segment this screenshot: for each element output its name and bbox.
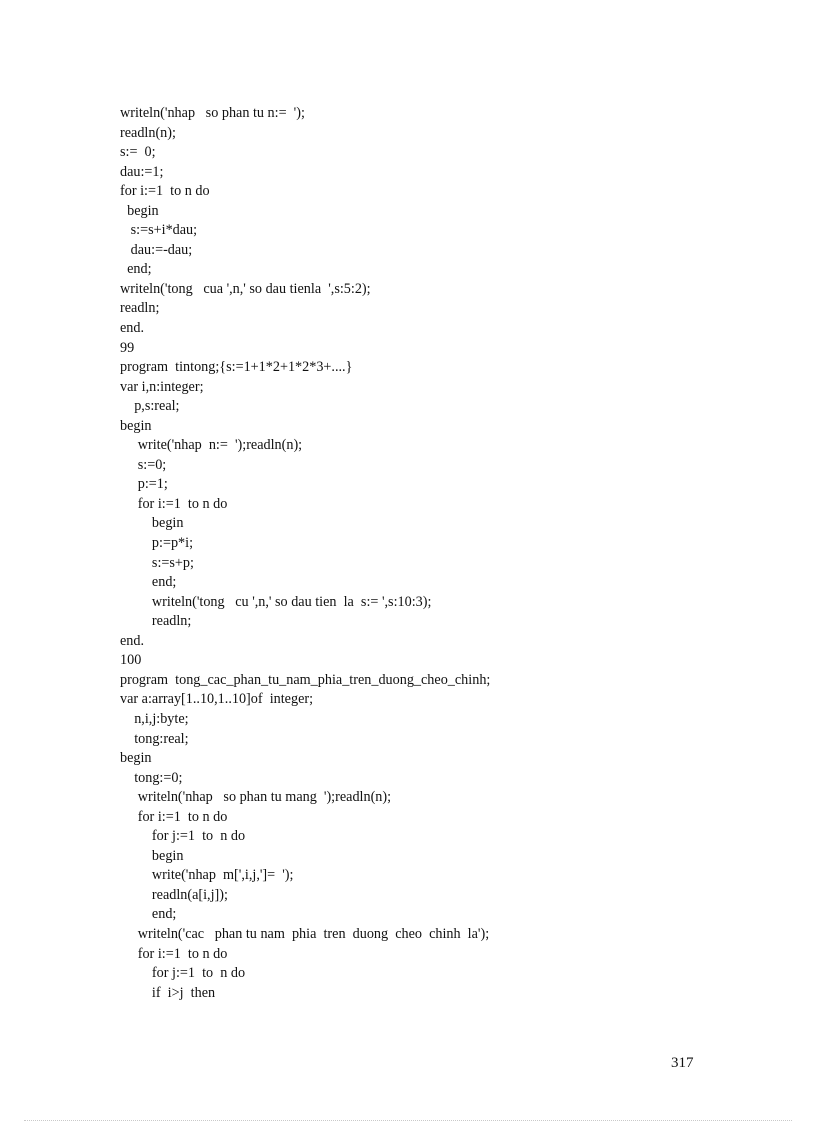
code-line: program tong_cac_phan_tu_nam_phia_tren_duong_cheo_chinh; bbox=[120, 671, 491, 688]
code-line: readln; bbox=[120, 613, 192, 630]
code-line: readln(n); bbox=[120, 124, 176, 141]
code-line: for j:=1 to n do bbox=[120, 828, 246, 845]
code-line: var i,n:integer; bbox=[120, 378, 204, 395]
code-line: writeln('nhap so phan tu n:= '); bbox=[120, 105, 305, 121]
code-line: for j:=1 to n do bbox=[120, 965, 246, 982]
code-line: s:=0; bbox=[120, 456, 167, 473]
code-line: for i:=1 to n do bbox=[120, 808, 228, 825]
section-number: 100 bbox=[120, 652, 142, 669]
code-line: dau:=-dau; bbox=[120, 241, 193, 258]
code-line: for i:=1 to n do bbox=[120, 183, 210, 200]
code-line: end; bbox=[120, 261, 152, 278]
code-line: n,i,j:byte; bbox=[120, 710, 189, 727]
code-line: begin bbox=[120, 202, 159, 219]
code-line: tong:real; bbox=[120, 730, 189, 747]
code-line: tong:=0; bbox=[120, 769, 183, 786]
page-number: 317 bbox=[671, 1055, 694, 1071]
code-line: end; bbox=[120, 906, 177, 923]
code-line: dau:=1; bbox=[120, 163, 164, 180]
code-line: writeln('tong cua ',n,' so dau tienla ',s:5:2); bbox=[120, 280, 371, 297]
pascal-code-block bbox=[120, 104, 740, 1003]
code-line: begin bbox=[120, 750, 152, 767]
code-line: if i>j then bbox=[120, 984, 216, 1001]
code-line: p:=1; bbox=[120, 476, 168, 493]
code-line: p,s:real; bbox=[120, 398, 180, 415]
code-line: end. bbox=[120, 320, 145, 337]
code-line: end. bbox=[120, 632, 145, 649]
code-line: for i:=1 to n do bbox=[120, 945, 228, 962]
code-line: program tintong;{s:=1+1*2+1*2*3+....} bbox=[120, 359, 353, 376]
code-line: readln(a[i,j]); bbox=[120, 886, 228, 903]
code-line: s:=s+p; bbox=[120, 554, 194, 571]
page-bottom-divider bbox=[24, 1120, 792, 1121]
code-line: for i:=1 to n do bbox=[120, 495, 228, 512]
section-number: 99 bbox=[120, 339, 135, 356]
code-line: readln; bbox=[120, 300, 160, 317]
code-line: write('nhap m[',i,j,']= '); bbox=[120, 867, 294, 884]
code-line: begin bbox=[120, 515, 184, 532]
code-line: p:=p*i; bbox=[120, 535, 194, 552]
code-line: s:=s+i*dau; bbox=[120, 222, 198, 239]
code-line: var a:array[1..10,1..10]of integer; bbox=[120, 691, 314, 708]
code-line: end; bbox=[120, 574, 177, 591]
code-line: writeln('tong cu ',n,' so dau tien la s:= ',s:10:3); bbox=[120, 593, 432, 610]
code-line: writeln('nhap so phan tu mang ');readln(n); bbox=[120, 789, 392, 806]
code-line: writeln('cac phan tu nam phia tren duong cheo chinh la'); bbox=[120, 925, 490, 942]
code-line: s:= 0; bbox=[120, 144, 156, 161]
code-line: begin bbox=[120, 847, 184, 864]
code-line: write('nhap n:= ');readln(n); bbox=[120, 437, 303, 454]
code-line: begin bbox=[120, 417, 152, 434]
